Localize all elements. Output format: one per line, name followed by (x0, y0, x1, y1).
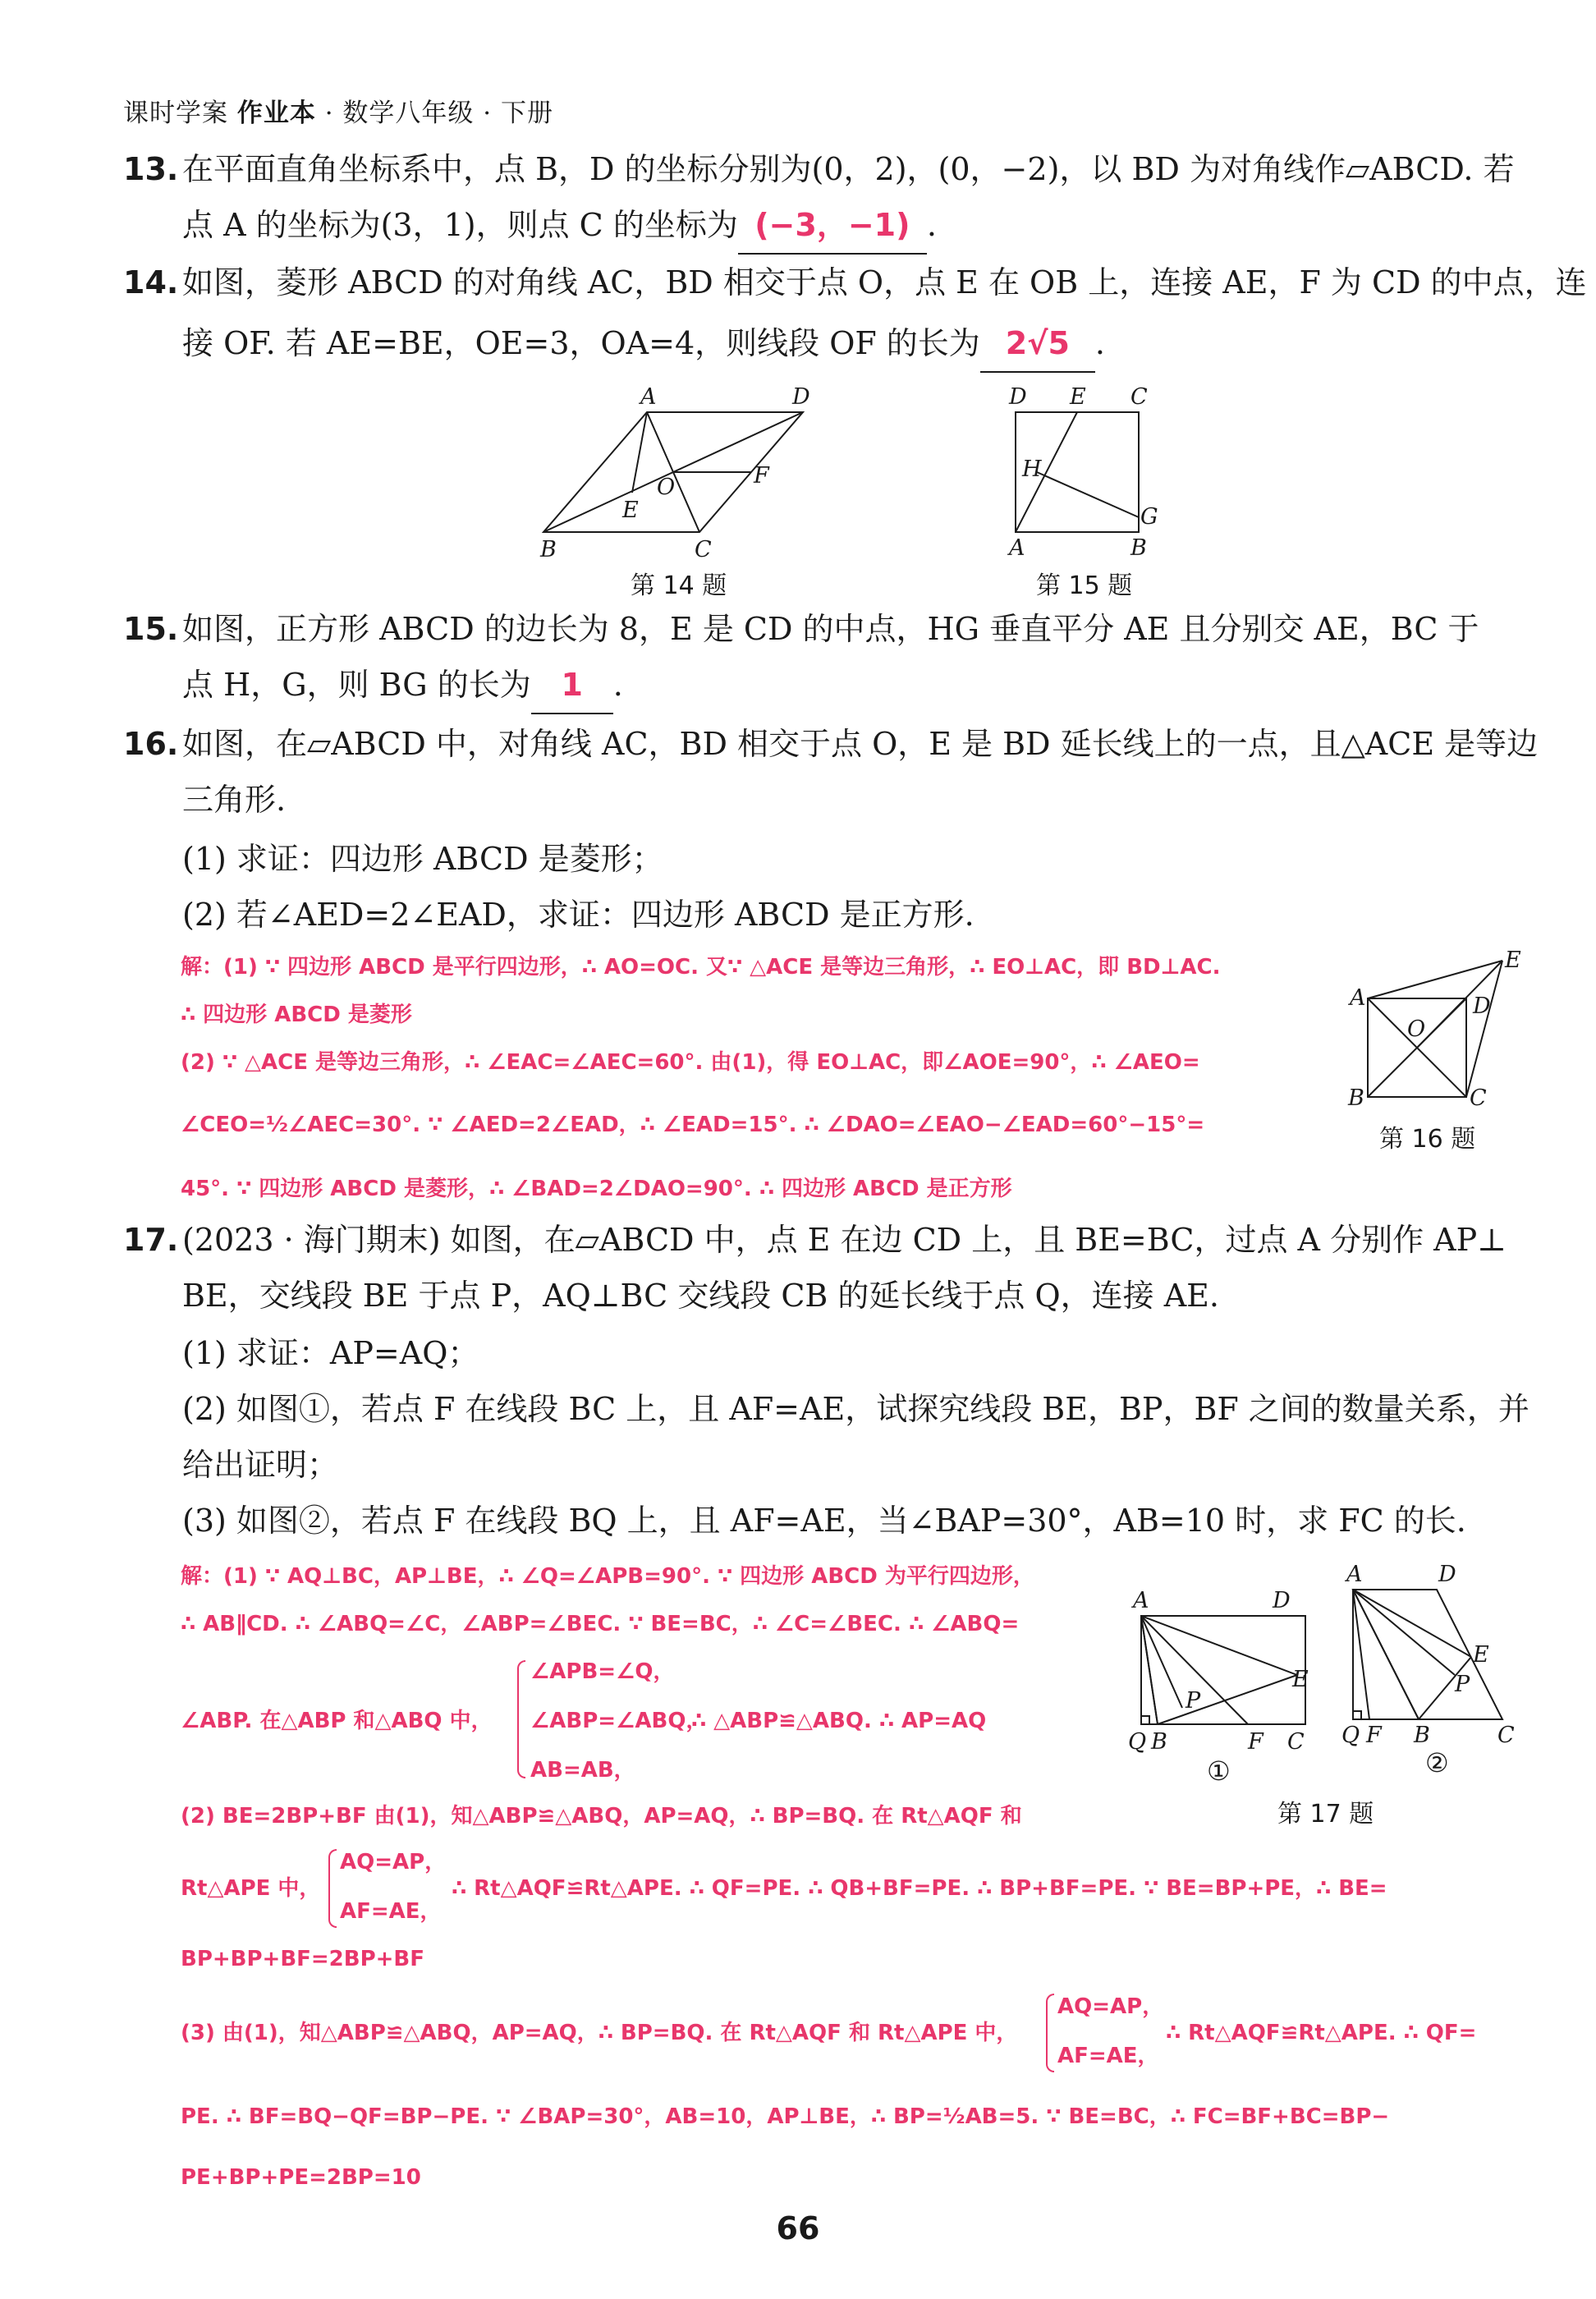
svg-text:B: B (540, 537, 557, 562)
svg-text:P: P (1455, 1672, 1470, 1697)
question-number: 13. (123, 151, 179, 187)
header-prefix: 课时学案 (123, 99, 228, 128)
figure-caption: 第 14 题 (631, 571, 727, 600)
q17-part3: (3) 如图②，若点 F 在线段 BQ 上，且 AF=AE，当∠BAP=30°，AB=10 时，求 FC 的长. (182, 1503, 1466, 1539)
brace-line: ∠APB=∠Q， (530, 1659, 675, 1684)
figure-15 (998, 386, 1186, 567)
svg-text:F: F (1248, 1729, 1264, 1755)
solution-line: ∠CEO=½∠AEC=30°. ∵ ∠AED=2∠EAD，∴ ∠EAD=15°. ∴ ∠DAO=∠EAO−∠EAD=60°−15°= (181, 1113, 1205, 1137)
solution-line: ∴ 四边形 ABCD 是菱形 (181, 1003, 412, 1027)
solution-line: PE+BP+PE=2BP=10 (181, 2165, 421, 2190)
svg-text:Q: Q (1341, 1723, 1360, 1748)
svg-text:C: C (1470, 1085, 1487, 1111)
svg-text:E: E (1473, 1642, 1489, 1668)
figure-17-2 (1338, 1560, 1535, 1748)
question-16 (123, 716, 1538, 828)
q17-part2b: 给出证明； (182, 1447, 339, 1483)
svg-text:C: C (1497, 1723, 1515, 1748)
brace-line: AF=AE， (1057, 2044, 1159, 2068)
svg-text:D: D (1473, 993, 1491, 1019)
svg-text:D: D (1438, 1562, 1456, 1587)
q15-line1: 如图，正方形 ABCD 的边长为 8，E 是 CD 的中点，HG 垂直平分 AE 且分别交 AE，BC 于 (182, 611, 1479, 647)
svg-text:E: E (1070, 384, 1086, 410)
svg-text:A: A (1350, 985, 1366, 1011)
q17-line2: BE，交线段 BE 于点 P，AQ⊥BC 交线段 CB 的延长线于点 Q，连接 AE. (182, 1278, 1219, 1314)
solution-line: ∴ AB∥CD. ∴ ∠ABQ=∠C，∠ABP=∠BEC. ∵ BE=BC，∴ ∠C=∠BEC. ∴ ∠ABQ= (181, 1612, 1020, 1636)
svg-text:C: C (1287, 1729, 1305, 1755)
figure-caption: 第 16 题 (1379, 1125, 1476, 1154)
period: . (926, 207, 937, 243)
solution-line: (2) BE=2BP+BF 由(1)，知△ABP≌△ABQ，AP=AQ，∴ BP=BQ. 在 Rt△AQF 和 (181, 1804, 1022, 1829)
figure-16 (1338, 944, 1535, 1111)
svg-text:C: C (1130, 384, 1148, 410)
figure-14 (542, 386, 837, 567)
svg-text:F: F (754, 463, 769, 489)
brace-line: AQ=AP， (340, 1850, 447, 1875)
page-number: 66 (776, 2210, 820, 2246)
brace (328, 1849, 337, 1928)
period: . (612, 667, 623, 703)
brace (517, 1660, 525, 1778)
svg-text:D: D (1009, 384, 1027, 410)
svg-text:G: G (1140, 504, 1158, 530)
solution-line: ∴ Rt△AQF≌Rt△APE. ∴ QF=PE. ∴ QB+BF=PE. ∴ BP+BF=PE. ∵ BE=BP+PE，∴ BE= (452, 1876, 1387, 1901)
figure-17-1 (1125, 1585, 1322, 1787)
q17-part1: (1) 求证：AP=AQ； (182, 1335, 479, 1371)
solution-line: 解：(1) ∵ AQ⊥BC，AP⊥BE，∴ ∠Q=∠APB=90°. ∵ 四边形 ABCD 为平行四边形， (181, 1564, 1034, 1589)
svg-text:B: B (1130, 535, 1147, 561)
question-number: 14. (123, 264, 179, 301)
svg-text:D: D (792, 384, 810, 410)
svg-text:O: O (1407, 1016, 1426, 1042)
q17-line1: (2023 · 海门期末) 如图，在▱ABCD 中，点 E 在边 CD 上，且 BE=BC，过点 A 分别作 AP⊥ (182, 1222, 1507, 1258)
svg-text:E: E (1505, 948, 1521, 973)
solution-line: (2) ∵ △ACE 是等边三角形，∴ ∠EAC=∠AEC=60°. 由(1)，得 EO⊥AC，即∠AOE=90°，∴ ∠AEO= (181, 1050, 1200, 1075)
answer-blank: 1 (531, 657, 613, 714)
svg-text:Q: Q (1128, 1729, 1147, 1755)
svg-text:A: A (1133, 1588, 1149, 1613)
question-17 (123, 1212, 1507, 1324)
svg-text:B: B (1414, 1723, 1430, 1748)
svg-text:A: A (1346, 1562, 1363, 1587)
q16-part1: (1) 求证：四边形 ABCD 是菱形； (182, 841, 663, 877)
svg-text:P: P (1186, 1688, 1201, 1714)
header-brand: 作业本 (236, 99, 316, 128)
solution-line: BP+BP+BF=2BP+BF (181, 1947, 425, 1971)
svg-text:A: A (640, 384, 657, 410)
figure-label: ② (1425, 1747, 1449, 1778)
svg-text:A: A (1009, 535, 1025, 561)
q13-line2: 点 A 的坐标为(3，1)，则点 C 的坐标为 (182, 207, 738, 243)
brace-line: AF=AE， (340, 1899, 442, 1924)
figure-caption: 第 17 题 (1277, 1800, 1374, 1829)
solution-line: ∴ △ABP≌△ABQ. ∴ AP=AQ (691, 1709, 987, 1733)
svg-text:F: F (1366, 1723, 1382, 1748)
period: . (1094, 325, 1105, 361)
svg-text:E: E (622, 498, 639, 523)
question-number: 17. (123, 1222, 179, 1258)
svg-text:D: D (1273, 1588, 1291, 1613)
solution-line: (3) 由(1)，知△ABP≌△ABQ，AP=AQ，∴ BP=BQ. 在 Rt△AQF 和 Rt△APE 中， (181, 2021, 1018, 2045)
question-15 (123, 601, 1479, 714)
q14-line2: 接 OF. 若 AE=BE，OE=3，OA=4，则线段 OF 的长为 (182, 325, 980, 361)
svg-text:C: C (695, 537, 712, 562)
brace-line: AQ=AP， (1057, 1994, 1164, 2019)
question-14 (123, 255, 1587, 373)
question-13 (123, 141, 1515, 255)
svg-text:B: B (1348, 1085, 1364, 1111)
brace-line: AB=AB， (530, 1758, 635, 1783)
q13-line1: 在平面直角坐标系中，点 B，D 的坐标分别为(0，2)，(0，−2)，以 BD 为对角线作▱ABCD. 若 (182, 151, 1515, 187)
solution-line: 解：(1) ∵ 四边形 ABCD 是平行四边形，∴ AO=OC. 又∵ △ACE 是等边三角形，∴ EO⊥AC，即 BD⊥AC. (181, 955, 1221, 980)
answer-blank: (−3，−1) (738, 197, 927, 255)
svg-text:E: E (1292, 1667, 1309, 1692)
solution-line: PE. ∴ BF=BQ−QF=BP−PE. ∵ ∠BAP=30°，AB=10，AP⊥BE，∴ BP=½AB=5. ∵ BE=BC，∴ FC=BF+BC=BP− (181, 2104, 1390, 2129)
answer-blank: 2√5 (980, 315, 1095, 373)
brace-line: ∠ABP=∠ABQ， (530, 1709, 708, 1733)
figure-label: ① (1207, 1755, 1231, 1787)
solution-line: ∠ABP. 在△ABP 和△ABQ 中， (181, 1709, 493, 1733)
q15-line2: 点 H，G，则 BG 的长为 (182, 667, 531, 703)
svg-text:O: O (657, 475, 676, 500)
svg-text:H: H (1022, 457, 1042, 482)
question-number: 16. (123, 726, 179, 762)
question-number: 15. (123, 611, 179, 647)
q16-line2: 三角形. (182, 782, 287, 818)
solution-line: 45°. ∵ 四边形 ABCD 是菱形，∴ ∠BAD=2∠DAO=90°. ∴ 四边形 ABCD 是正方形 (181, 1177, 1012, 1201)
solution-line: ∴ Rt△AQF≌Rt△APE. ∴ QF= (1166, 2021, 1477, 2045)
header-subject: · 数学八年级 · 下册 (324, 99, 553, 128)
solution-line: Rt△APE 中， (181, 1876, 321, 1901)
q17-part2a: (2) 如图①，若点 F 在线段 BC 上，且 AF=AE，试探究线段 BE，BP，BF 之间的数量关系，并 (182, 1391, 1530, 1427)
svg-text:B: B (1151, 1729, 1167, 1755)
figure-caption: 第 15 题 (1036, 571, 1133, 600)
q16-line1: 如图，在▱ABCD 中，对角线 AC，BD 相交于点 O，E 是 BD 延长线上的一点，且△ACE 是等边 (182, 726, 1539, 762)
q14-line1: 如图，菱形 ABCD 的对角线 AC，BD 相交于点 O，点 E 在 OB 上，连接 AE，F 为 CD 的中点，连 (182, 264, 1587, 301)
page-header (123, 92, 553, 129)
q16-part2: (2) 若∠AED=2∠EAD，求证：四边形 ABCD 是正方形. (182, 897, 975, 933)
brace (1046, 1994, 1054, 2072)
